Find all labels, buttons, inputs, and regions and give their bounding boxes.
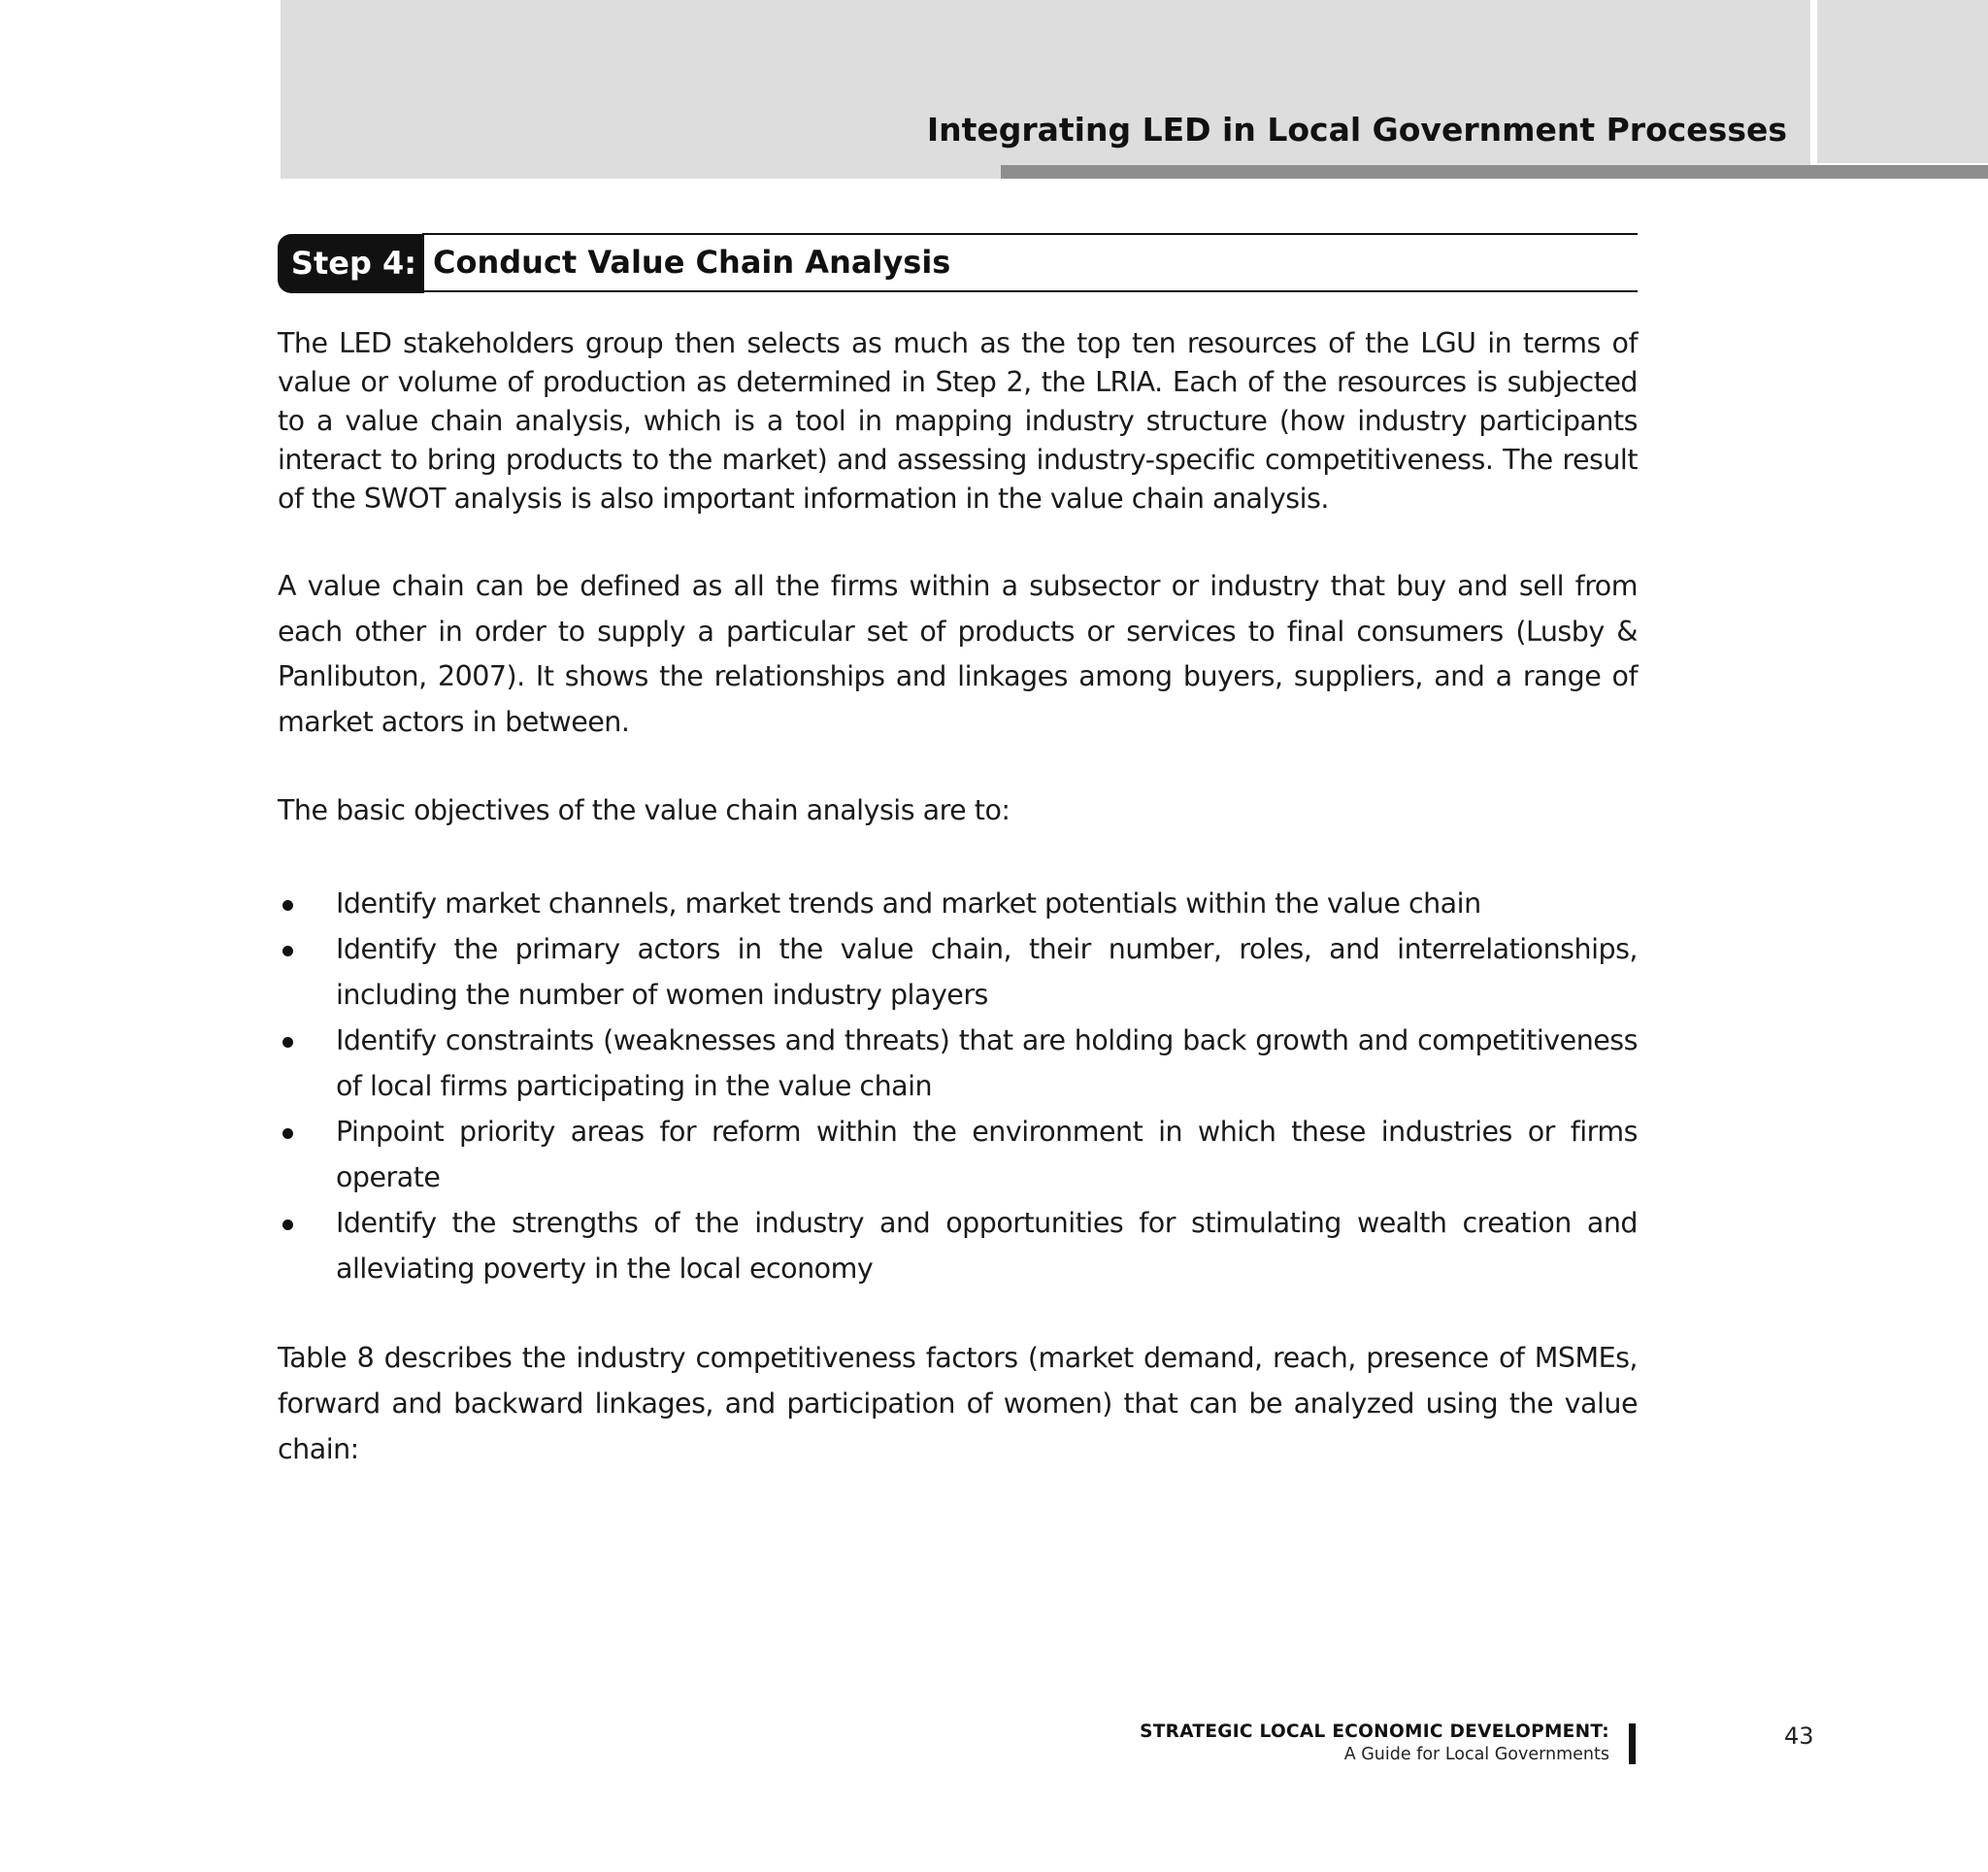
list-item xyxy=(278,926,1638,1018)
page-number: 43 xyxy=(1784,1722,1814,1750)
list-item-text: Pinpoint priority areas for reform within the environment in which these industries or firms operate xyxy=(336,1116,1638,1193)
list-item-text: Identify the strengths of the industry and opportunities for stimulating wealth creation and alleviating poverty in the local economy xyxy=(336,1207,1638,1285)
step-rule-bottom xyxy=(422,290,1638,292)
list-item xyxy=(278,881,1638,926)
footer-subtitle: A Guide for Local Governments xyxy=(1343,1745,1609,1764)
list-item xyxy=(278,1109,1638,1200)
objectives-list xyxy=(278,881,1638,1291)
step-rule-top xyxy=(422,233,1638,235)
list-item-text: Identify market channels, market trends and market potentials within the value chain xyxy=(336,887,1481,919)
bullet-icon xyxy=(282,946,293,956)
list-item xyxy=(278,1018,1638,1109)
paragraph-table-intro: Table 8 describes the industry competitiveness factors (market demand, reach, presence of MSMEs, forward and backward linkages, and participation of women) that can be analyzed using the value chain: xyxy=(278,1342,1638,1465)
footer-title: STRATEGIC LOCAL ECONOMIC DEVELOPMENT: xyxy=(1140,1722,1609,1742)
header-separator xyxy=(1810,0,1817,163)
paragraph-definition: A value chain can be defined as all the firms within a subsector or industry that buy and sell from each other in order to supply a particular set of products or services to final consumers (Lusby & Panlibuton, 2007). It shows the relationships and linkages among buyers, suppliers, and a range of market actors in between. xyxy=(278,570,1638,738)
step-title: Conduct Value Chain Analysis xyxy=(433,244,951,281)
bullet-icon xyxy=(282,1037,293,1048)
bullet-icon xyxy=(282,1128,293,1139)
footer-bar xyxy=(1629,1723,1636,1764)
list-item-text: Identify the primary actors in the value chain, their number, roles, and interrelationships, including the number of women industry players xyxy=(336,933,1638,1011)
step-badge: Step 4: xyxy=(278,234,424,293)
list-item xyxy=(278,1200,1638,1291)
bullet-icon xyxy=(282,900,293,911)
header-band xyxy=(281,0,1810,179)
paragraph-intro: The LED stakeholders group then selects as much as the top ten resources of the LGU in terms of value or volume of production as determined in Step 2, the LRIA. Each of the resources is subjected to a value chain analysis, which is a tool in mapping industry structure (how industry participants interact to bring products to the market) and assessing industry-specific competitiveness. The result of the SWOT analysis is also important information in the value chain analysis. xyxy=(278,327,1638,515)
paragraph-objectives-lead: The basic objectives of the value chain analysis are to: xyxy=(278,794,1011,826)
bullet-icon xyxy=(282,1220,293,1230)
header-band-right xyxy=(1817,0,1988,163)
running-header-title: Integrating LED in Local Government Processes xyxy=(926,111,1787,149)
header-underline xyxy=(1001,165,1988,179)
list-item-text: Identify constraints (weaknesses and threats) that are holding back growth and competitiveness of local firms participating in the value chain xyxy=(336,1024,1638,1102)
